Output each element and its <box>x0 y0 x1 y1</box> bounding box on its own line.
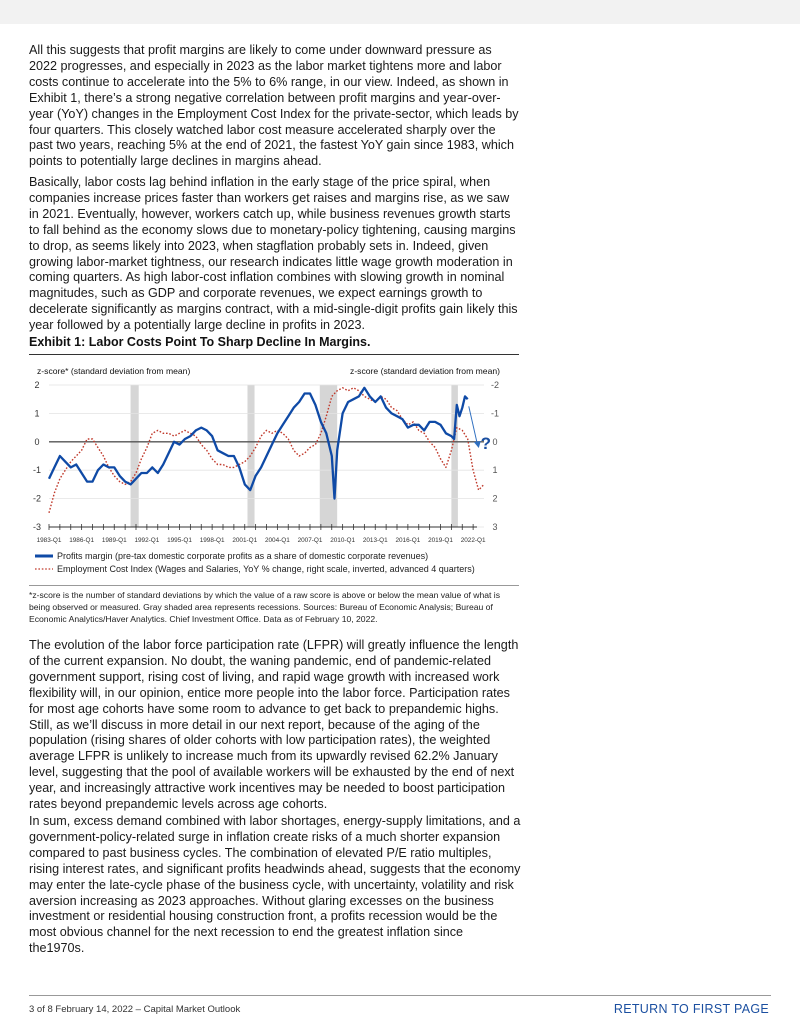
legend <box>35 551 475 574</box>
recession-band <box>320 385 337 527</box>
x-tick-label: 2001-Q1 <box>232 537 258 544</box>
right-axis-title: z-score (standard deviation from mean) <box>350 366 500 376</box>
eci-series-line <box>49 388 484 513</box>
profit-margin-series-line <box>49 388 468 499</box>
left-axis-title: z-score* (standard deviation from mean) <box>37 366 191 376</box>
exhibit-footnote: *z-score is the number of standard deviations by which the value of a raw score is above or below the mean value of what is being observed or measured. Gray shaded area represents recessions. Sources: Bureau of Economic Analysis; Bureau of Economic Analytics/Haver Analytics. Chief Investment Office. Data as of February 10, 2022. <box>29 590 500 624</box>
body-paragraph-2: Basically, labor costs lag behind inflation in the early stage of the price spiral, when companies increase prices faster than workers get raises and margins rise, as we saw in 2021. Eventually, however, workers catch up, while business revenues growth starts to fall behind as the economy slows due to monetary-policy tightening, causing margins to drop, as seems likely into 2023, when stagflation probably sets in. Indeed, given growing labor-market tightness, our research indicates little wage growth moderation in coming quarters. As high labor-cost inflation combines with slowing growth in nominal magnitudes, such as GDP and corporate revenues, we expect earnings growth to decelerate significantly as margins contract, with a mid-single-digit profits gain likely this year followed by a potentially large decline in profits in 2023. <box>29 175 518 333</box>
x-tick-label: 2004-Q1 <box>264 537 290 544</box>
x-tick-label: 1995-Q1 <box>167 537 192 544</box>
x-tick-label: 2019-Q1 <box>428 537 453 544</box>
right-tick-label: 0 <box>492 436 498 447</box>
left-tick-label: -2 <box>32 493 42 504</box>
forecast-arrow <box>469 406 478 446</box>
exhibit-chart <box>29 360 509 582</box>
footer-divider <box>29 995 771 996</box>
left-tick-label: 0 <box>34 436 40 447</box>
right-tick-label: -1 <box>490 408 500 419</box>
x-tick-label: 1986-Q1 <box>69 537 95 544</box>
top-bar <box>0 0 800 24</box>
x-tick-label: 1989-Q1 <box>101 537 127 544</box>
page-info: 3 of 8 February 14, 2022 – Capital Market Outlook <box>29 1004 241 1015</box>
body-paragraph-1: All this suggests that profit margins are likely to come under downward pressure as 2022 progresses, and especially in 2023 as the labor market tightens more and labor costs continue to accelerate into the 5% to 6% range, in our view. Indeed, as shown in Exhibit 1, there’s a strong negative correlation between profit margins and year-over-year (YoY) changes in the Employment Cost Index for the private-sector, which leads by four quarters. This closely watched labor cost measure accelerated sharply over the past two years, reaching 5% at the end of 2021, the fastest YoY gain since 1983, which points to potentially large declines in margins ahead. <box>29 43 519 169</box>
body-paragraph-3: The evolution of the labor force participation rate (LFPR) will greatly influence the length of the current expansion. No doubt, the waning pandemic, end of pandemic-related government support, rising cost of living, and rapid wage growth with increased work flexibility will, in our opinion, entice more people into the labor force. Participation rates for most age cohorts have some room to advance to get back to prepandemic highs. Still, as we’ll discuss in more detail in our next report, because of the aging of the population (rising shares of older cohorts with low participation rates), the weighted average LFPR is unlikely to increase much from its upwardly revised 62.2% January level, suggesting that the pool of available workers will be exhausted by the end of next year, and increasingly attractive work incentives may be needed to boost participation rates beyond prepandemic levels across age cohorts. <box>29 638 519 812</box>
left-tick-label: -3 <box>32 522 42 532</box>
series-lines <box>49 388 484 513</box>
right-tick-label: 1 <box>492 465 498 476</box>
left-tick-label: -1 <box>32 465 42 476</box>
body-paragraph-4: In sum, excess demand combined with labor shortages, energy-supply limitations, and a government-policy-related surge in inflation create risks of a much shorter expansion compared to past business cycles. The combination of elevated P/E ratio multiples, rising interest rates, and significant profits headwinds ahead, suggests that the economy may enter the late-cycle phase of the business cycle, with uncertainty, volatility and risk aversion increasing as 2023 approaches. Without glaring excesses on the business investment or residential housing construction front, a profits recession would be the most obvious channel for the next recession to end the greatest inflation since the1970s. <box>29 814 521 956</box>
recession-band <box>131 385 139 527</box>
return-to-first-page-link[interactable]: RETURN TO FIRST PAGE <box>613 1002 769 1016</box>
x-tick-label: 2007-Q1 <box>297 537 323 544</box>
axis-labels <box>33 366 500 532</box>
right-tick-label: 3 <box>492 522 498 532</box>
x-tick-label: 1998-Q1 <box>199 537 225 544</box>
x-tick-label: 1983-Q1 <box>36 537 62 544</box>
x-axis <box>37 524 486 544</box>
left-tick-label: 2 <box>34 380 40 390</box>
x-tick-label: 2010-Q1 <box>330 537 356 544</box>
exhibit-title: Exhibit 1: Labor Costs Point To Sharp Decline In Margins. <box>29 335 519 355</box>
question-annotation: ? <box>480 433 491 453</box>
footnote-divider <box>29 585 519 586</box>
right-tick-label: -2 <box>490 380 500 390</box>
legend-label-profit-margin: Profits margin (pre-tax domestic corporate profits as a share of domestic corporate revenues) <box>57 551 429 561</box>
left-tick-label: 1 <box>34 408 40 419</box>
right-tick-label: 2 <box>492 493 498 504</box>
x-tick-label: 2022-Q1 <box>460 537 486 544</box>
legend-label-eci: Employment Cost Index (Wages and Salaries, YoY % change, right scale, inverted, advanced 4 quarters) <box>57 564 475 574</box>
x-tick-label: 2013-Q1 <box>362 537 388 544</box>
x-tick-label: 2016-Q1 <box>395 537 421 544</box>
x-tick-label: 1992-Q1 <box>134 537 160 544</box>
